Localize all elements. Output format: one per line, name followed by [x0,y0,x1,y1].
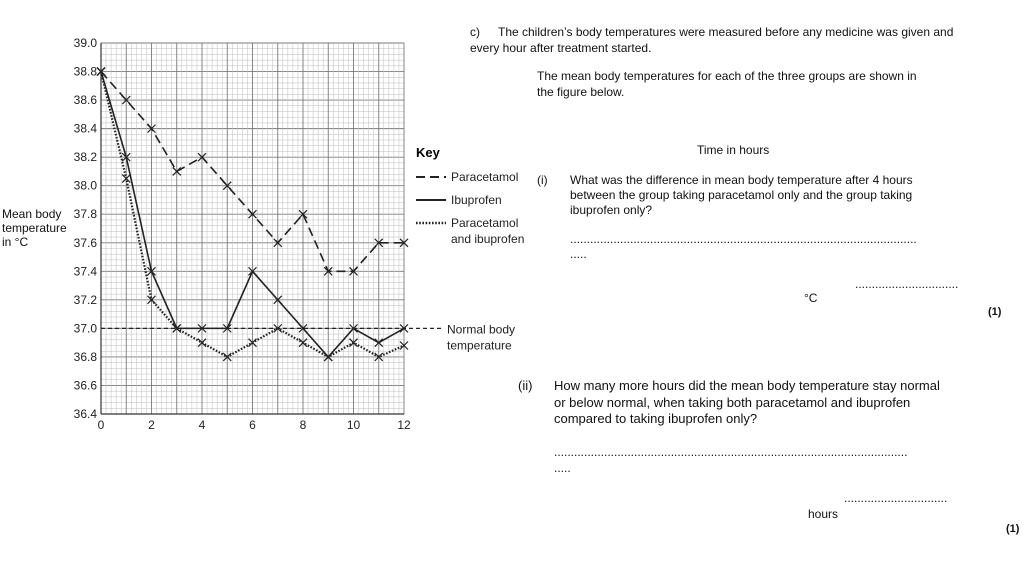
answer-line-i[interactable]: ........................................................................................................ [570,232,917,246]
x-axis-title: Time in hours [697,143,770,157]
y-tick-label: 38.8 [73,64,97,79]
legend-label: Ibuprofen [451,193,502,207]
x-tick-label: 0 [97,418,105,432]
y-tick-label: 38.6 [73,93,97,108]
part-c-label: c) [470,25,480,39]
unit-celsius: °C [804,291,818,305]
x-tick-label: 2 [148,418,155,432]
legend-label: Paracetamol [451,216,519,230]
part-c-line-1: The children’s body temperatures were measured before any medicine was given and [498,25,954,39]
y-tick-label: 36.4 [73,407,97,421]
y-tick-label: 38.4 [73,121,97,136]
answer-line-i-cont: ..... [570,247,587,261]
x-tick-label: 4 [198,418,206,432]
answer-line-ii[interactable]: .......................................................................................................... [554,445,908,459]
answer-line-ii-cont: ..... [554,461,571,475]
y-tick-label: 37.4 [73,264,97,279]
x-tick-label: 8 [299,418,307,432]
marks-ii: (1) [1006,523,1020,535]
sub-ii-line-2: or below normal, when taking both paracetamol and ibuprofen [554,395,911,410]
legend [416,145,524,246]
sub-i-line-2: between the group taking paracetamol only and the group taking [570,188,913,202]
intro-line-1: The mean body temperatures for each of the three groups are shown in [537,69,917,83]
sub-ii-label: (ii) [518,378,533,393]
y-axis-title-line: temperature [2,221,67,235]
sub-i-line-1: What was the difference in mean body temperature after 4 hours [570,173,913,187]
y-tick-label: 37.8 [73,207,97,222]
y-tick-label: 36.8 [73,349,97,364]
answer-blank-ii[interactable]: ............................... [844,491,948,505]
x-tick-label: 10 [346,418,361,432]
legend-title: Key [416,145,440,160]
y-tick-label: 37.2 [73,292,97,307]
answer-blank-i[interactable]: ............................... [855,277,959,291]
y-tick-label: 38.0 [73,178,97,193]
x-tick-label: 6 [249,418,256,432]
unit-hours: hours [808,507,839,521]
marks-i: (1) [988,306,1002,318]
legend-label: and ibuprofen [451,232,525,246]
y-tick-label: 36.6 [73,378,97,393]
normal-temperature-label: Normal body [447,322,516,337]
chart-grid [101,43,404,414]
x-tick-label: 12 [397,418,411,432]
sub-ii-line-1: How many more hours did the mean body temperature stay normal [554,378,940,393]
y-tick-label: 38.2 [73,150,97,165]
normal-temperature-label: temperature [447,338,512,353]
y-tick-label: 37.0 [73,321,97,336]
y-tick-label: 37.6 [73,235,97,250]
part-c-line-2: every hour after treatment started. [470,41,652,55]
y-axis-title-line: in °C [2,235,29,249]
legend-label: Paracetamol [451,170,519,184]
temperature-chart [0,0,540,450]
sub-ii-line-3: compared to taking ibuprofen only? [554,411,758,426]
sub-i-label: (i) [537,173,548,187]
sub-i-line-3: ibuprofen only? [570,203,653,217]
y-axis-title-line: Mean body [2,207,62,221]
y-tick-label: 39.0 [73,36,97,50]
intro-line-2: the figure below. [537,85,625,99]
